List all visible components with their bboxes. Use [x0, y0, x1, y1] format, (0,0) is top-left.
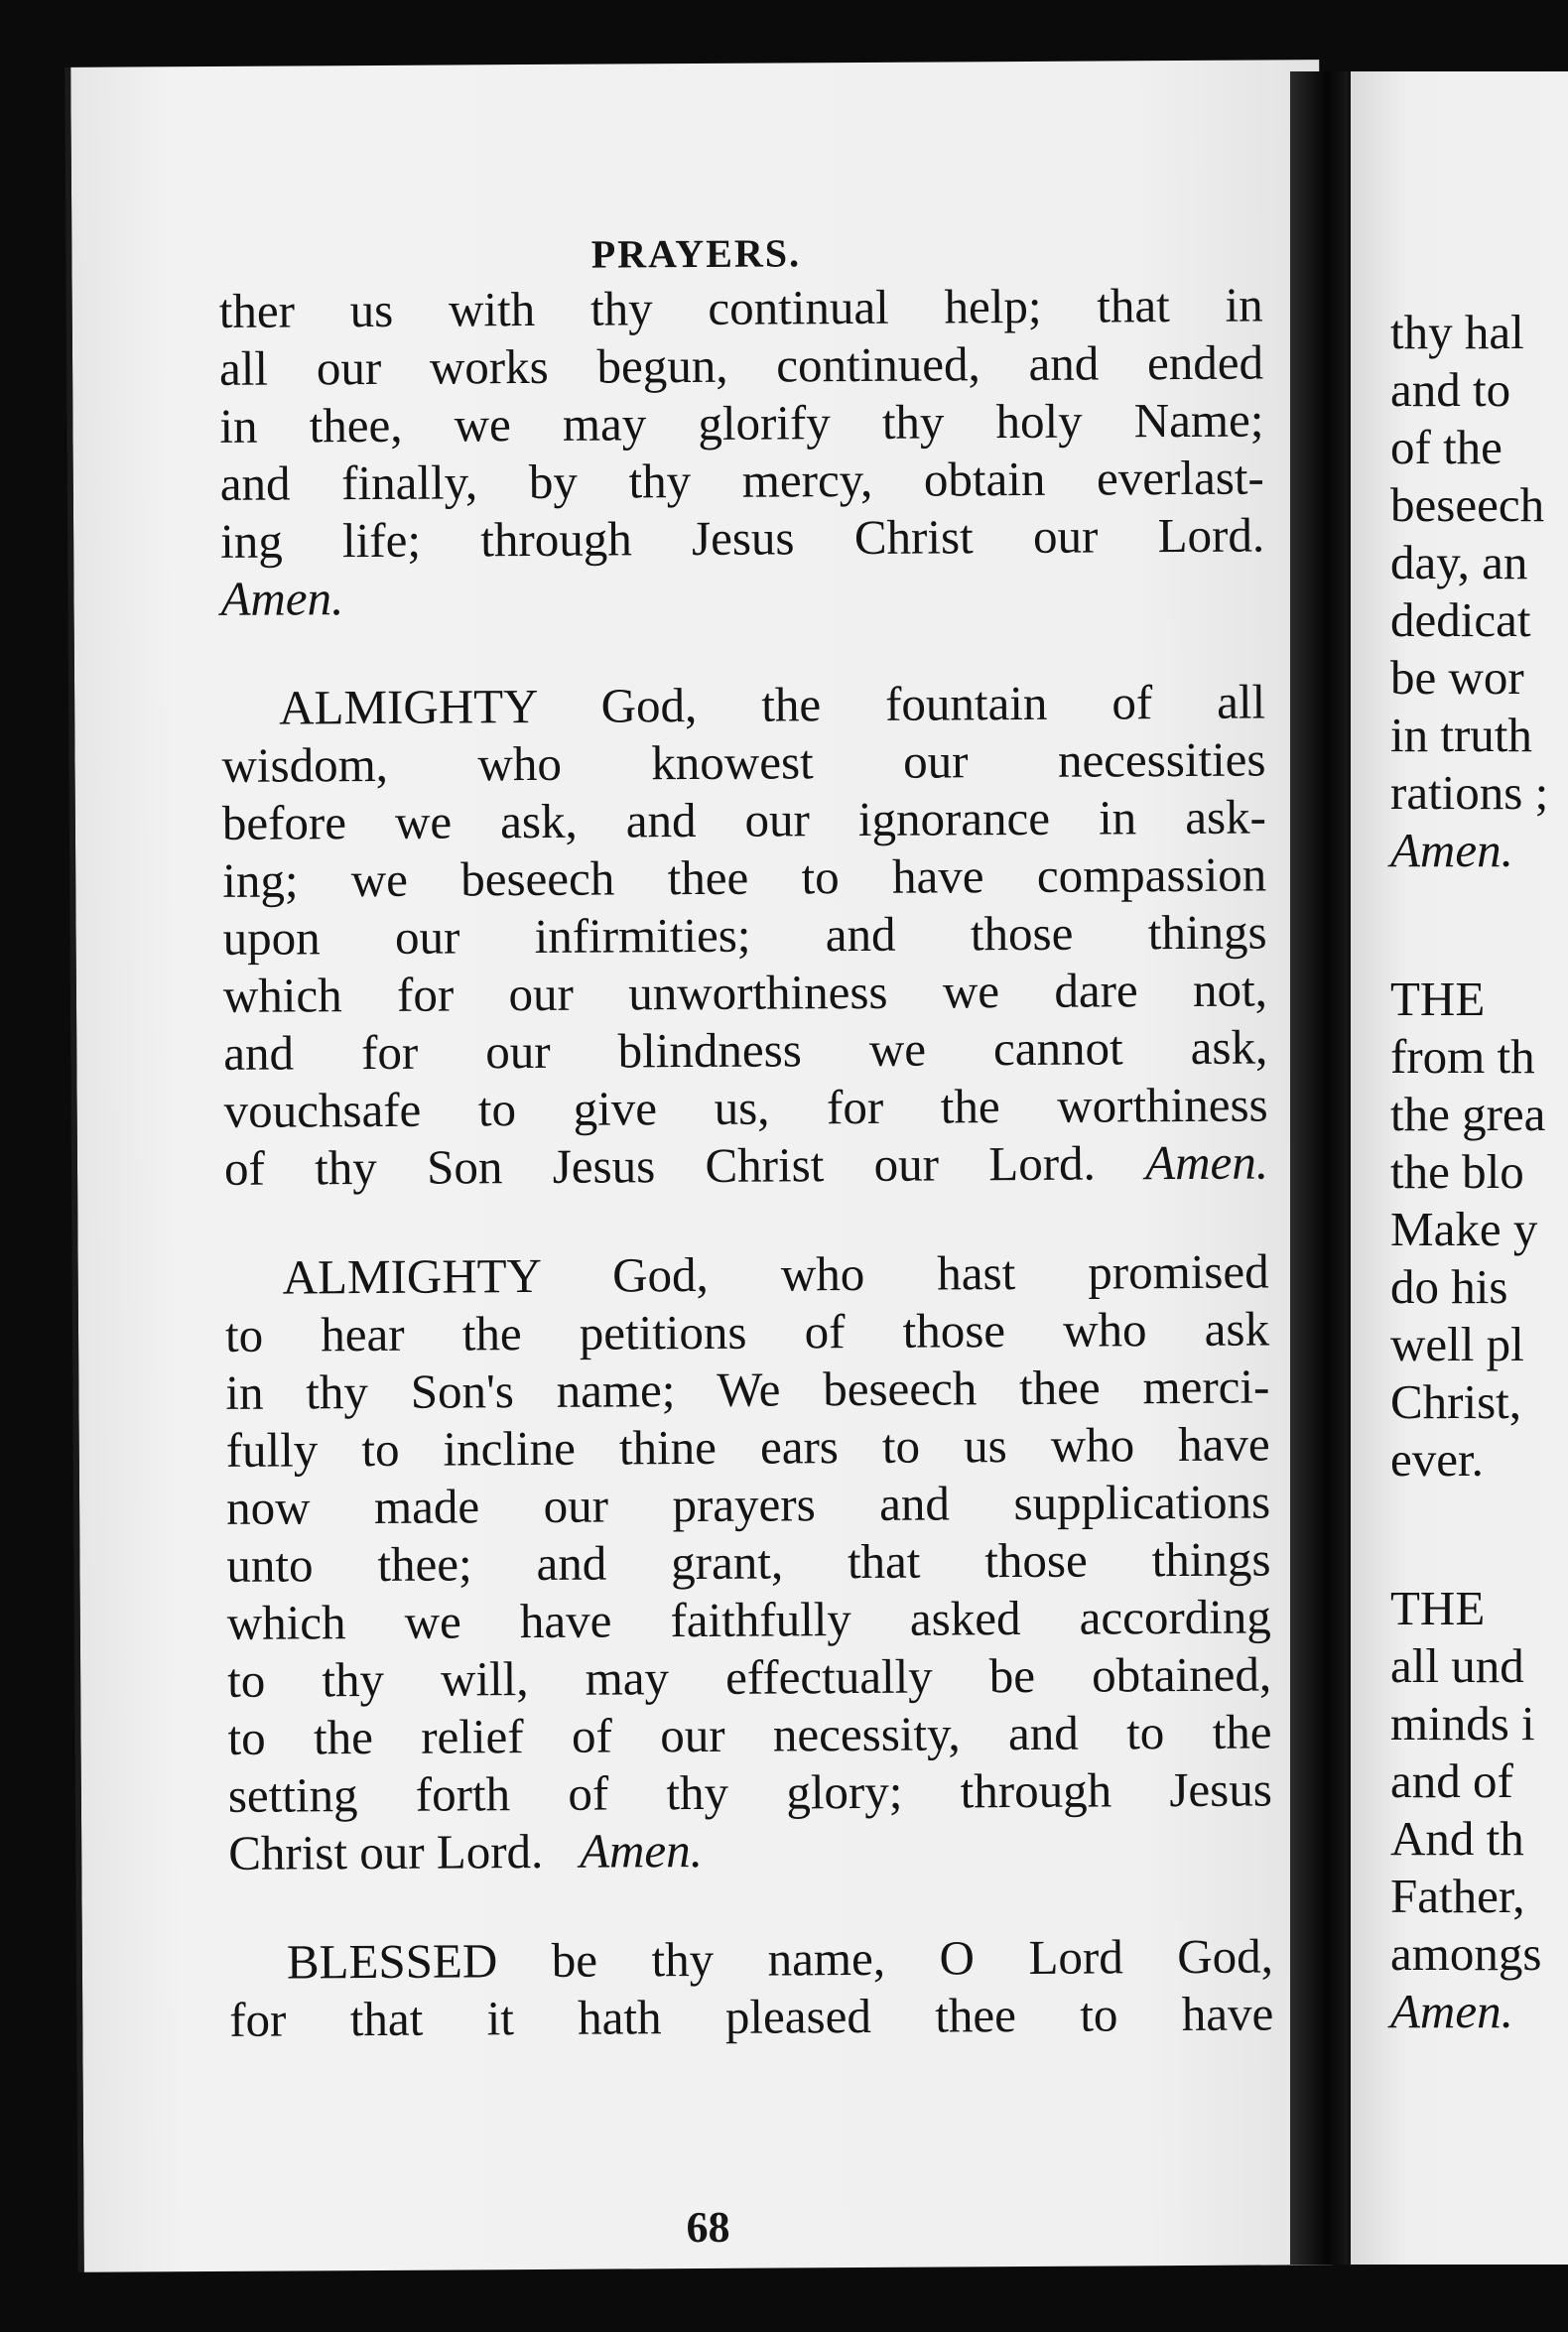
text-line: and for our blindness we cannot ask,	[223, 1019, 1268, 1081]
text-line: and to	[1390, 362, 1511, 417]
right-page-text	[1390, 304, 1568, 2040]
running-head: PRAYERS.	[590, 230, 802, 277]
text-line: in thee, we may glorify thy holy Name;	[219, 392, 1264, 453]
text-line: fully to incline thine ears to us who have	[225, 1416, 1270, 1478]
text-line-content: ALMIGHTY God, the fountain of all	[279, 674, 1266, 735]
text-line: minds i	[1390, 1696, 1535, 1750]
text-line: Christ,	[1390, 1374, 1522, 1429]
text-line-content: of thy Son Jesus Christ our Lord.	[223, 1135, 1096, 1196]
text-line: be wor	[1390, 650, 1524, 705]
text-line: well pl	[1390, 1317, 1524, 1371]
text-line: to thy will, may effectually be obtained,	[226, 1646, 1272, 1708]
prayer-paragraph-4	[229, 1927, 1274, 2048]
text-line: beseech	[1390, 477, 1545, 532]
text-line: ing life; through Jesus Christ our Lord.	[219, 507, 1265, 569]
text-line: in thy Son's name; We beseech thee merci-	[225, 1359, 1270, 1420]
amen-line	[220, 565, 1264, 628]
text-line	[221, 674, 1265, 737]
text-line	[228, 1818, 1272, 1881]
prayer-paragraph-1	[219, 277, 1265, 628]
prayer-paragraph-2	[221, 674, 1268, 1198]
amen: Amen.	[1390, 1984, 1513, 2038]
text-line: Father,	[1390, 1869, 1525, 1923]
text-line: to hear the petitions of those who ask	[224, 1301, 1270, 1362]
text-line: and of	[1390, 1753, 1513, 1808]
text-line: And th	[1390, 1811, 1524, 1866]
text-line: Make y	[1390, 1202, 1538, 1256]
text-line: THE	[1390, 972, 1486, 1026]
text-line: all und	[1390, 1638, 1524, 1693]
text-line: for that it hath pleased thee to have	[229, 1986, 1274, 2047]
text-line: unto thee; and grant, that those things	[226, 1531, 1271, 1593]
right-page	[1348, 71, 1568, 2265]
book-gutter	[1290, 71, 1352, 2265]
text-line: now made our prayers and supplications	[225, 1474, 1271, 1535]
text-line: from th	[1390, 1029, 1535, 1084]
text-line: thy hal	[1390, 305, 1524, 359]
text-line: dedicat	[1390, 592, 1531, 647]
text-line: day, an	[1390, 535, 1528, 589]
text-line: which for our unworthiness we dare not,	[222, 962, 1268, 1023]
prayer-paragraph-3	[225, 1242, 1273, 1881]
text-line: before we ask, and our ignorance in ask-	[221, 789, 1267, 850]
text-line: upon our infirmities; and those things	[222, 904, 1267, 966]
text-line: and finally, by thy mercy, obtain everlast-	[219, 450, 1264, 511]
text-line: rations ;	[1390, 765, 1549, 820]
text-line: the grea	[1390, 1087, 1546, 1141]
text-line: vouchsafe to give us, for the worthiness	[223, 1077, 1268, 1138]
text-line: do his	[1390, 1259, 1508, 1314]
text-line: ther us with thy continual help; that in	[218, 277, 1263, 338]
text-line: of the	[1390, 420, 1503, 474]
text-line: THE	[1390, 1581, 1486, 1635]
text-line: the blo	[1390, 1144, 1524, 1199]
text-line	[224, 1133, 1268, 1197]
text-line: amongs	[1390, 1926, 1542, 1981]
page-number: 68	[686, 2202, 730, 2253]
text-line: to the relief of our necessity, and to the	[227, 1704, 1272, 1765]
text-line: wisdom, who knowest our necessities	[221, 731, 1266, 793]
amen: Amen.	[579, 1822, 704, 1879]
text-line: setting forth of thy glory; through Jesus	[227, 1761, 1273, 1823]
left-page	[65, 60, 1333, 2272]
text-line-content: BLESSED be thy name, O Lord God,	[286, 1928, 1274, 1990]
text-line: which we have faithfully asked according	[226, 1589, 1271, 1650]
text-line: in truth	[1390, 708, 1532, 762]
prayer-text	[219, 277, 1274, 2049]
amen: Amen.	[1145, 1134, 1269, 1191]
text-line	[225, 1242, 1269, 1306]
text-line-content: Christ our Lord.	[228, 1823, 544, 1880]
text-line: ever.	[1390, 1432, 1484, 1487]
text-line: all our works begun, continued, and ended	[218, 334, 1264, 396]
text-line	[229, 1927, 1273, 1991]
text-line-content: ALMIGHTY God, who hast promised	[282, 1243, 1269, 1305]
text-line: ing; we beseech thee to have compassion	[222, 846, 1267, 908]
amen: Amen.	[1390, 823, 1513, 877]
amen: Amen.	[220, 571, 344, 626]
